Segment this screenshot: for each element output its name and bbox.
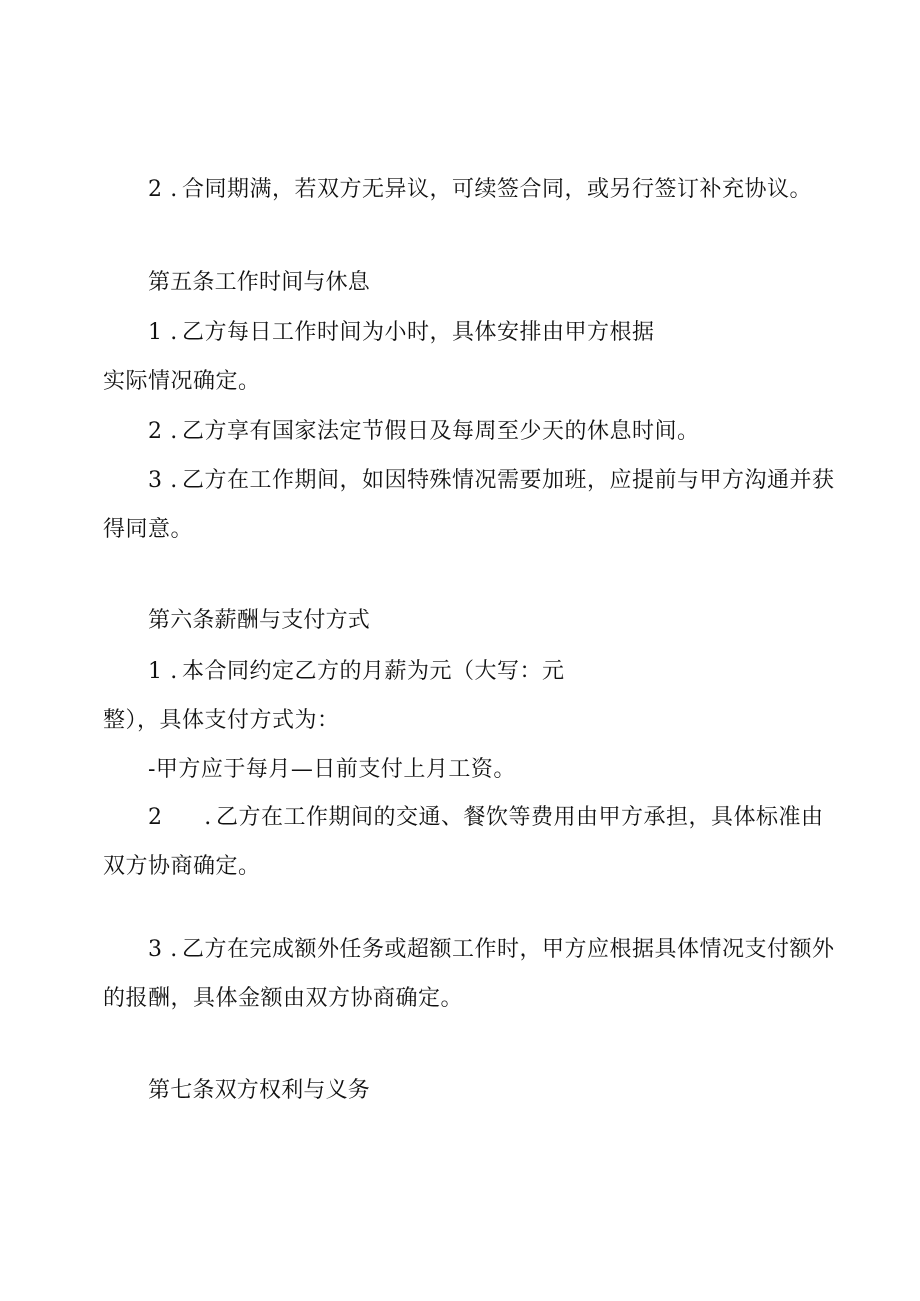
item-text: 乙方在工作期间，如因特殊情况需要加班，应提前与甲方沟通并获 xyxy=(182,468,835,493)
article-5-item-1 xyxy=(148,319,655,347)
clause-4-item-2 xyxy=(148,176,812,204)
item-text: 乙方享有国家法定节假日及每周至少天的休息时间。 xyxy=(182,419,700,444)
article-7-heading: 第七条双方权利与义务 xyxy=(148,1078,371,1103)
article-5-item-1-continued: 实际情况确定。 xyxy=(103,369,261,394)
article-5-item-3-continued: 得同意。 xyxy=(103,517,194,542)
article-6-item-2 xyxy=(148,804,824,832)
item-dot: . xyxy=(170,419,178,444)
article-6-item-1 xyxy=(148,658,565,686)
item-text: 合同期满，若双方无异议，可续签合同，或另行签订补充协议。 xyxy=(182,177,813,202)
article-6-item-3-continued: 的报酬，具体金额由双方协商确定。 xyxy=(103,986,464,1011)
article-6-payment-note: -甲方应于每月—日前支付上月工资。 xyxy=(148,757,516,782)
article-6-item-3 xyxy=(148,936,835,964)
item-number: 1 xyxy=(148,659,163,684)
item-text: 本合同约定乙方的月薪为元（大写：元 xyxy=(182,659,565,684)
item-dot: . xyxy=(170,320,178,345)
item-text: 乙方在工作期间的交通、餐饮等费用由甲方承担，具体标准由 xyxy=(216,805,824,830)
item-number: 3 xyxy=(148,937,163,962)
item-text: 乙方在完成额外任务或超额工作时，甲方应根据具体情况支付额外 xyxy=(182,937,835,962)
item-number: 3 xyxy=(148,468,163,493)
item-number: 1 xyxy=(148,320,163,345)
article-5-item-3 xyxy=(148,467,835,495)
item-dot: . xyxy=(170,468,178,493)
item-dot: . xyxy=(204,805,212,830)
article-6-heading: 第六条薪酬与支付方式 xyxy=(148,608,371,633)
item-dot: . xyxy=(170,177,178,202)
article-6-item-2-continued: 双方协商确定。 xyxy=(103,854,261,879)
article-5-item-2 xyxy=(148,418,700,446)
item-number: 2 xyxy=(148,177,163,202)
item-dot: . xyxy=(170,659,178,684)
article-5-heading: 第五条工作时间与休息 xyxy=(148,270,371,295)
item-dot: . xyxy=(170,937,178,962)
item-text: 乙方每日工作时间为小时，具体安排由甲方根据 xyxy=(182,320,655,345)
item-number: 2 xyxy=(148,419,163,444)
item-number: 2 xyxy=(148,805,163,830)
article-6-item-1-continued: 整），具体支付方式为： xyxy=(103,708,340,733)
